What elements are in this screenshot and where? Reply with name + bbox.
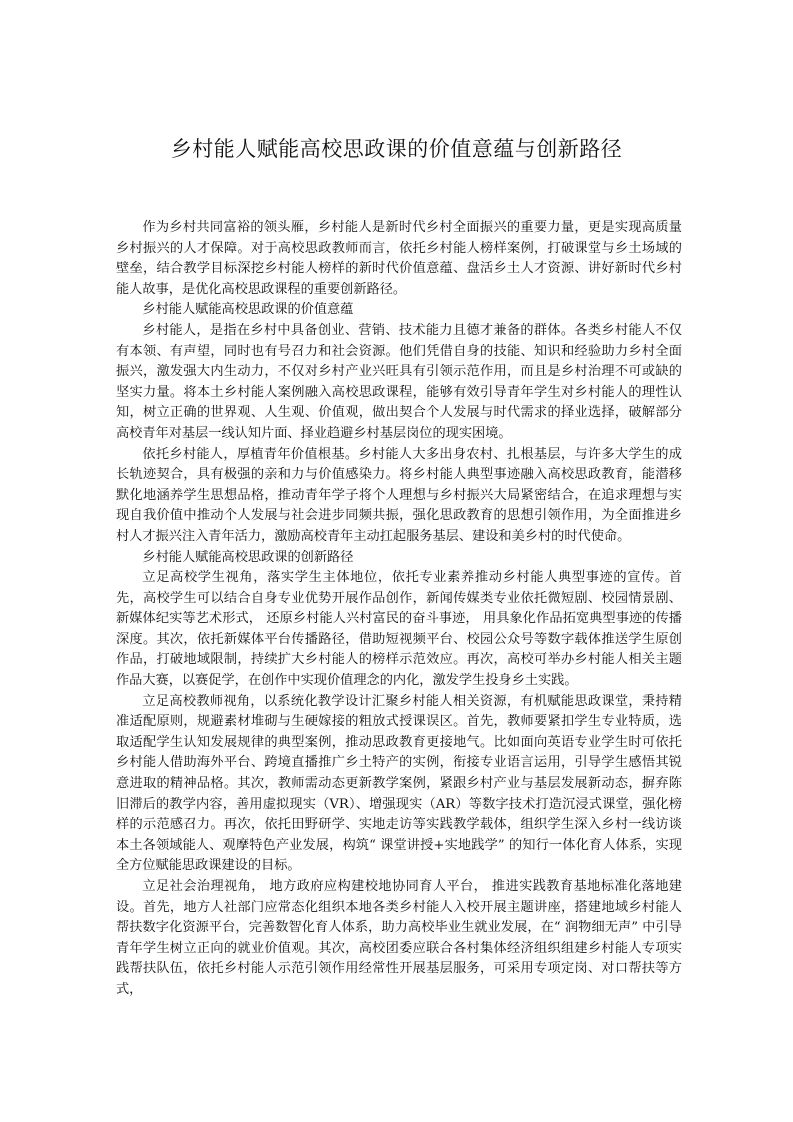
- body-paragraph: 立足社会治理视角， 地方政府应构建校地协同育人平台， 推进实践教育基地标准化落地建设。首先，地方人社部门应常态化组织本地各类乡村能人入校开展主题讲座，搭建地域乡村能人帮扶数字化资源平台，完善数智化育人体系，助力高校毕业生就业发展，在“ 润物细无声” 中引导青年学生树立正向的就业价值观。其次，高校团委应联合各村集体经济组织组建乡村能人专项实践帮扶队伍，依托乡村能人示范引领作用经常性开展基层服务，可采用专项定岗、对口帮扶等方式，: [116, 879, 682, 997]
- body-paragraph: 立足高校学生视角，落实学生主体地位，依托专业素养推动乡村能人典型事迹的宣传。首先，高校学生可以结合自身专业优势开展作品创作，新闻传媒类专业依托微短剧、校园情景剧、新媒体纪实等艺术形式， 还原乡村能人兴村富民的奋斗事迹， 用具象化作品拓宽典型事迹的传播深度。其次，依托新媒体平台传播路径，借助短视频平台、校园公众号等数字载体推送学生原创作品，打破地域限制，持续扩大乡村能人的榜样示范效应。再次，高校可举办乡村能人相关主题作品大赛，以赛促学，在创作中实现价值理念的内化，激发学生投身乡土实践。: [116, 570, 682, 689]
- body-paragraph: 作为乡村共同富裕的领头雁，乡村能人是新时代乡村全面振兴的重要力量，更是实现高质量乡村振兴的人才保障。对于高校思政教师而言，依托乡村能人榜样案例，打破课堂与乡土场域的壁垒，结合教学目标深挖乡村能人榜样的新时代价值意蕴、盘活乡土人才资源、讲好新时代乡村能人故事，是优化高校思政课程的重要创新路径。: [116, 220, 682, 297]
- body-paragraph: 立足高校教师视角，以系统化教学设计汇聚乡村能人相关资源，有机赋能思政课堂，秉持精准适配原则，规避素材堆砌与生硬嫁接的粗放式授课误区。首先，教师要紧扣学生专业特质，选取适配学生认知发展规律的典型案例，推动思政教育更接地气。比如面向英语专业学生时可依托乡村能人借助海外平台、跨境直播推广乡土特产的实例，衔接专业语言运用，引导学生感悟其锐意进取的精神品格。其次，教师需动态更新教学案例，紧跟乡村产业与基层发展新动态，摒弃陈旧滞后的教学内容，善用虚拟现实（VR）、增强现实（AR）等数字技术打造沉浸式课堂，强化榜样的示范感召力。再次，依托田野研学、实地走访等实践教学载体，组织学生深入乡村一线访谈本土各领域能人、观摩特色产业发展，构筑“ 课堂讲授+实地践学” 的知行一体化育人体系，实现全方位赋能思政课建设的目标。: [116, 693, 682, 874]
- section-heading: 乡村能人赋能高校思政课的价值意蕴: [142, 302, 354, 318]
- body-paragraph: 依托乡村能人，厚植青年价值根基。乡村能人大多出身农村、扎根基层，与许多大学生的成长轨迹契合，具有极强的亲和力与价值感染力。将乡村能人典型事迹融入高校思政教育，能潜移默化地涵养学生思想品格，推动青年学子将个人理想与乡村振兴大局紧密结合，在追求理想与实现自我价值中推动个人发展与社会进步同频共振，强化思政教育的思想引领作用，为全面推进乡村人才振兴注入青年活力，激励高校青年主动扛起服务基层、建设和美乡村的时代使命。: [116, 446, 682, 544]
- body-paragraph: 乡村能人，是指在乡村中具备创业、营销、技术能力且德才兼备的群体。各类乡村能人不仅有本领、有声望，同时也有号召力和社会资源。他们凭借自身的技能、知识和经验助力乡村全面振兴，激发强大内生动力，不仅对乡村产业兴旺具有引领示范作用，而且是乡村治理不可或缺的坚实力量。将本土乡村能人案例融入高校思政课程，能够有效引导青年学生对乡村能人的理性认知，树立正确的世界观、人生观、价值观，做出契合个人发展与时代需求的择业选择，破解部分高校青年对基层一线认知片面、择业趋避乡村基层岗位的现实困境。: [116, 322, 682, 441]
- document-title: 乡村能人赋能高校思政课的价值意蕴与创新路径: [170, 137, 623, 161]
- section-heading: 乡村能人赋能高校思政课的创新路径: [142, 549, 354, 565]
- document-body: [116, 218, 682, 1001]
